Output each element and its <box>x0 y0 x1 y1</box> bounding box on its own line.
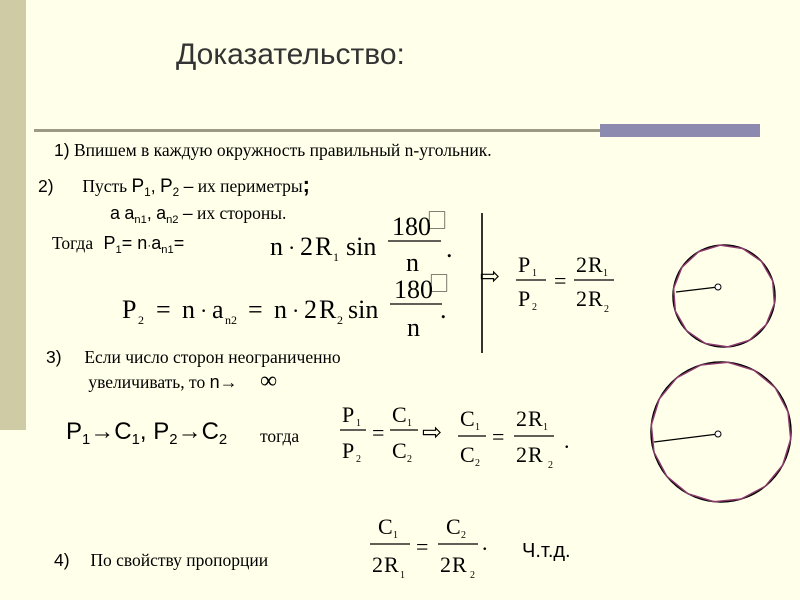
formula-ratio-c <box>336 398 586 478</box>
comma: , <box>150 176 156 196</box>
r2-C2b-sub: 2 <box>475 458 480 469</box>
step-2 <box>38 172 310 198</box>
r2-R1: R <box>528 406 543 431</box>
center-2 <box>715 431 721 437</box>
limit-p1-c1: $P_1\to C_1$ <box>66 418 140 449</box>
step-4-number: 4) <box>54 550 70 570</box>
r1-eq: = <box>554 268 567 293</box>
r1-R1: R <box>588 252 603 277</box>
formula-ratio-final <box>366 510 506 590</box>
r1-two-bot: 2 <box>576 286 587 311</box>
f1-end: . <box>446 234 453 263</box>
radius-2 <box>654 434 718 442</box>
r3-C1: C <box>378 514 393 539</box>
f2-cdot2: · <box>292 298 300 323</box>
limit-p2-c2: $P_2\to C_2$ <box>153 418 228 449</box>
r2-C1: C <box>392 402 407 427</box>
n-arrow: n→ <box>209 372 238 392</box>
r2-C2: C <box>392 438 407 463</box>
perimeters-text: их периметры <box>197 176 303 196</box>
f2-num: 180 <box>394 275 433 304</box>
dash: – <box>182 203 193 223</box>
step-3 <box>46 345 341 394</box>
step-4-text: По свойству пропорции <box>90 550 269 570</box>
semicolon: ; <box>302 172 310 197</box>
f2-eq2: = <box>248 295 263 324</box>
dash: – <box>183 176 194 196</box>
r2-C1b: C <box>460 406 475 431</box>
f2-box: ⃞ <box>430 274 448 294</box>
sides-line <box>110 203 286 224</box>
step-1 <box>54 140 492 161</box>
f1-num: 180 <box>392 212 431 241</box>
r1-P1-sub: 1 <box>532 268 537 279</box>
step-3-line-1: Если число сторон неограниченно <box>84 347 341 367</box>
sides-text: их стороны. <box>197 203 287 223</box>
step-1-number: 1) <box>54 140 70 160</box>
f2-R: R <box>319 295 337 324</box>
step-1-text: Впишем в каждую окружность правильный n-угольник. <box>73 140 492 160</box>
f2-n2: n <box>274 295 287 324</box>
f2-sin: sin <box>348 295 379 324</box>
r2-R2-sub: 2 <box>548 460 553 471</box>
inscribed-polygon-1 <box>674 245 775 347</box>
r2-P2: P <box>342 438 355 463</box>
r2-C2b: C <box>460 442 475 467</box>
f1-den: n <box>406 248 419 277</box>
r3-eq: = <box>416 534 429 559</box>
r2-eq-2: = <box>492 424 505 449</box>
r2-R2: R <box>528 442 543 467</box>
f2-P-sub: 2 <box>138 313 144 327</box>
r2-C1b-sub: 1 <box>475 422 480 433</box>
radius-1 <box>676 287 718 292</box>
r2-P2-sub: 2 <box>356 454 361 465</box>
f2-a-sub: n2 <box>225 313 237 327</box>
side-an1: $a_{n1}$ <box>124 203 147 226</box>
togda-label: Тогда <box>52 233 94 253</box>
step-2-number: 2) <box>38 176 54 196</box>
r3-R2-sub: 2 <box>470 570 475 581</box>
r2-P1-sub: 1 <box>356 418 361 429</box>
r3-end: . <box>482 530 488 555</box>
r3-R1-sub: 1 <box>400 570 405 581</box>
r3-R2: R <box>452 552 467 577</box>
step-3-number: 3) <box>46 347 62 367</box>
implies-arrow-1: ⇨ <box>480 264 501 290</box>
r2-two-bot: 2 <box>516 442 527 467</box>
f1-sin: sin <box>346 232 377 261</box>
f2-n: n <box>182 295 195 324</box>
f2-den: n <box>407 313 420 342</box>
f2-R-sub: 2 <box>337 313 343 327</box>
f2-P: P <box>122 295 137 324</box>
togda-label-2: тогда <box>260 426 300 446</box>
comma: , <box>146 203 152 223</box>
r1-P2-sub: 2 <box>532 302 537 313</box>
r3-C2: C <box>446 514 461 539</box>
a-prefix: а <box>110 203 121 223</box>
r1-R1-sub: 1 <box>603 268 608 279</box>
r1-R2: R <box>588 286 603 311</box>
title-divider-accent <box>600 124 760 137</box>
formula-p1 <box>268 205 468 280</box>
r1-P2: P <box>518 286 531 311</box>
togda-line <box>52 233 184 254</box>
f1-box: ⃞ <box>428 211 446 231</box>
r2-P1: P <box>342 402 355 427</box>
qed-label: Ч.т.д. <box>522 540 571 562</box>
side-accent-bar <box>0 0 26 430</box>
implies-arrow-2: ⇨ <box>422 420 443 446</box>
r2-eq-1: = <box>372 420 385 445</box>
f2-end: . <box>440 295 447 324</box>
comma: , <box>139 418 147 445</box>
r1-two-top: 2 <box>576 252 587 277</box>
r3-two-1: 2 <box>372 552 383 577</box>
r1-R2-sub: 2 <box>604 304 609 315</box>
r1-P1: P <box>518 252 531 277</box>
slide-title: Доказательство: <box>176 38 405 71</box>
r3-R1: R <box>384 552 399 577</box>
p1-expression: $P_1= n\cdot a_{n1}=$ <box>103 233 185 256</box>
side-an2: $a_{n2}$ <box>156 203 179 226</box>
r3-C2-sub: 2 <box>461 530 466 541</box>
f2-two: 2 <box>304 295 317 324</box>
f1-R-sub: 1 <box>333 250 339 264</box>
step-4 <box>54 550 268 571</box>
inscribed-polygon-2 <box>651 362 790 501</box>
f1-two: 2 <box>300 232 313 261</box>
f2-a: a <box>212 295 224 324</box>
step-2-pust: Пусть <box>82 176 128 196</box>
f1-cdot: · <box>288 235 296 260</box>
perimeter-p2: $P_2$ <box>159 176 180 200</box>
circle-2-figure <box>646 358 800 508</box>
r2-C1-sub: 1 <box>407 418 412 429</box>
step-3-line-2: увеличивать, то <box>88 372 206 392</box>
r3-two-2: 2 <box>440 552 451 577</box>
f2-eq: = <box>156 295 171 324</box>
f1-n: n <box>270 232 283 261</box>
r2-two-top: 2 <box>516 406 527 431</box>
infinity-symbol: ∞ <box>259 368 278 394</box>
formula-ratio-p <box>476 240 636 320</box>
limits-line <box>66 418 228 449</box>
circle-1-figure <box>668 240 780 352</box>
center-1 <box>715 284 721 290</box>
r2-R1-sub: 1 <box>543 422 548 433</box>
formula-p2 <box>120 272 460 347</box>
f1-R: R <box>315 232 333 261</box>
perimeter-p1: $P_1$ <box>131 176 151 200</box>
r2-C2-sub: 2 <box>407 454 412 465</box>
r3-C1-sub: 1 <box>393 530 398 541</box>
r2-end: . <box>564 428 570 453</box>
f2-cdot: · <box>200 298 208 323</box>
